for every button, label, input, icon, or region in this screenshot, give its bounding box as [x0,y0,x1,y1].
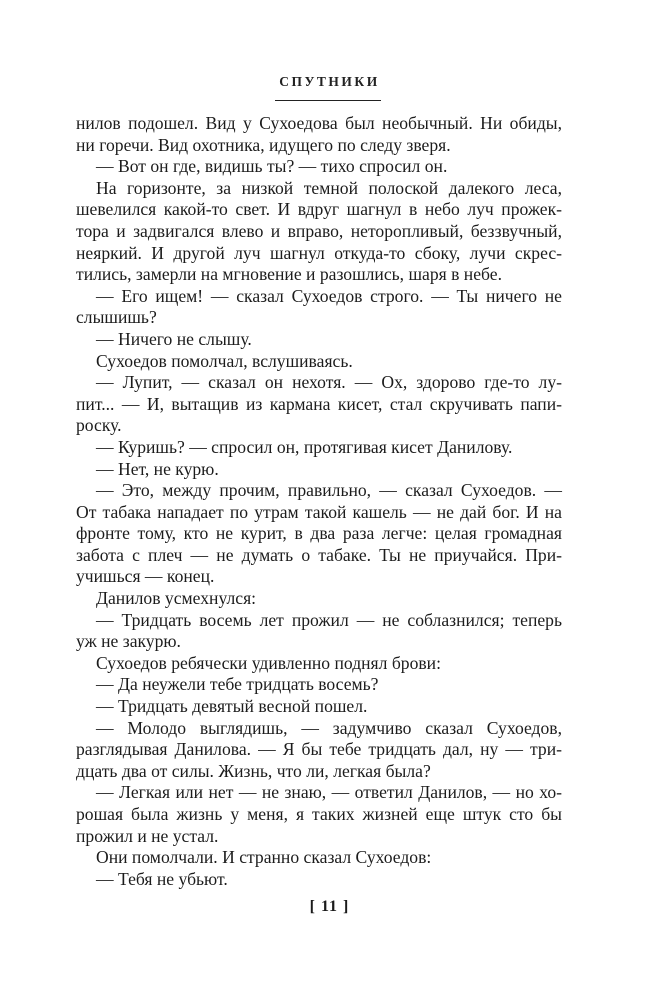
text-line: уж не закурю. [76,631,181,652]
text-line: прожил и не устал. [76,825,219,846]
text-line: На горизонте, за низкой темной полоской далекого леса, [96,177,562,198]
text-line: — Это, между прочим, правильно, — сказал Сухоедов. — [96,480,562,501]
text-line: — Его ищем! — сказал Сухоедов строго. — Ты ничего не [96,285,562,306]
text-line: — Тридцать девятый весной пошел. [96,696,368,717]
running-head: СПУТНИКИ [279,74,380,89]
text-line: рошая была жизнь у меня, я таких жизней еще штук сто бы [76,804,562,824]
text-line: — Ничего не слышу. [96,328,252,349]
text-line: — Легкая или нет — не знаю, — ответил Данилов, — но хо- [96,782,562,803]
text-line: — Молодо выглядишь, — задумчиво сказал Сухоедов, [96,717,562,738]
text-line: Они помолчали. И странно сказал Сухоедов: [96,847,432,868]
text-line: Сухоедов ребячески удивленно поднял брови: [96,652,441,673]
text-line: шевелился какой-то свет. И вдруг шагнул в небо луч прожек- [76,199,562,220]
text-line: — Лупит, — сказал он нехотя. — Ох, здорово где-то лу- [96,372,562,393]
text-line: — Вот он где, видишь ты? — тихо спросил он. [96,156,448,177]
text-line: — Тебя не убьют. [96,868,228,889]
text-line: — Да неужели тебе тридцать восемь? [96,674,379,695]
text-line: тора и задвигался влево и вправо, неторопливый, беззвучный, [76,220,562,241]
text-line: пит... — И, вытащив из кармана кисет, стал скручивать папи- [76,393,562,414]
text-line: — Нет, не курю. [96,458,219,479]
text-line: забота с плеч — не думать о табаке. Ты не приучайся. При- [76,544,562,565]
text-line: неяркий. И другой луч шагнул откуда-то сбоку, лучи скрес- [76,242,562,263]
text-line: слышишь? [76,307,157,328]
text-line: — Куришь? — спросил он, протягивая кисет Данилову. [96,436,513,457]
text-line: тились, замерли на мгновение и разошлись, шаря в небе. [76,264,502,285]
text-line: Сухоедов помолчал, вслушиваясь. [96,350,353,371]
text-line: нилов подошел. Вид у Сухоедова был необычный. Ни обиды, [76,113,562,133]
running-head-rule [275,100,381,101]
text-line: Данилов усмехнулся: [96,588,257,609]
text-line: учишься — конец. [76,566,215,587]
text-line: фронте тому, кто не курит, в два раза легче: целая громадная [76,523,562,544]
body-text [76,113,562,890]
text-line: ни горечи. Вид охотника, идущего по следу зверя. [76,134,451,155]
text-line: дцать два от силы. Жизнь, что ли, легкая была? [76,760,431,781]
text-line: разглядывая Данилова. — Я бы тебе тридцать дал, ну — три- [76,739,562,760]
text-line: От табака нападает по утрам такой кашель — не дай бог. И на [76,501,562,522]
text-line: роску. [76,415,122,436]
page-number: [ 11 ] [309,898,350,915]
text-line: — Тридцать восемь лет прожил — не соблазнился; теперь [96,609,562,630]
